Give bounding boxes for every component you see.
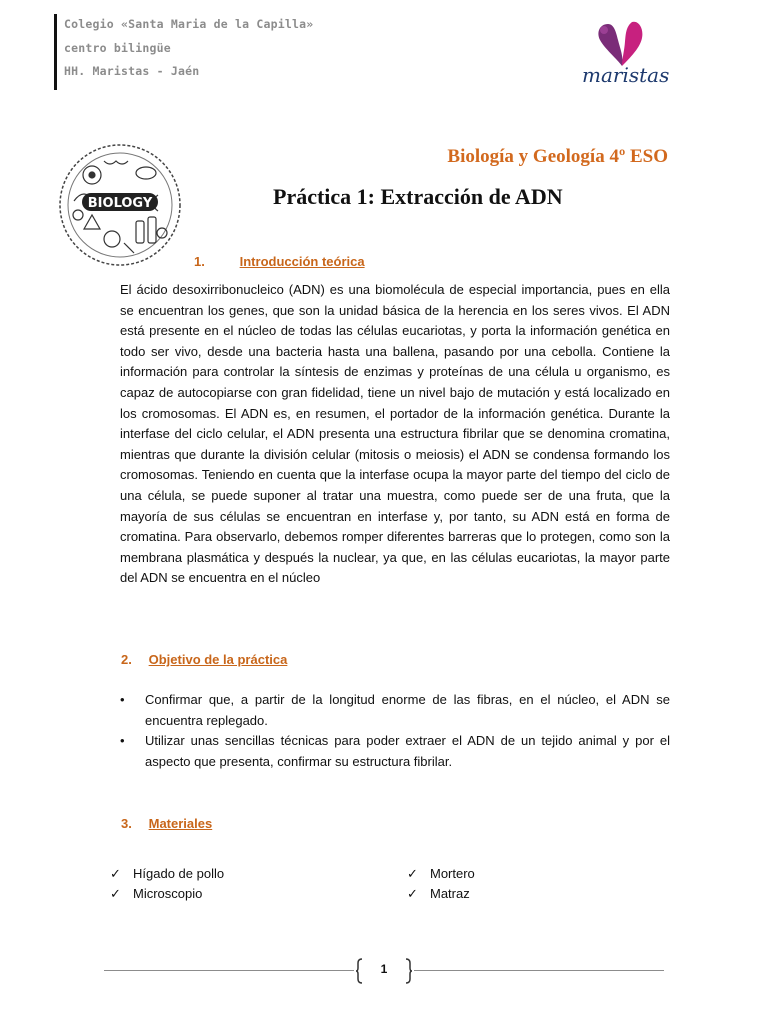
list-item: ✓ Matraz (407, 884, 475, 904)
list-item: • Utilizar unas sencillas técnicas para poder extraer el ADN de un tejido animal y por el aspecto que presenta, confirmar su estructura fibrilar. (120, 731, 670, 772)
materials-list-right (407, 864, 475, 904)
objective-list (120, 690, 670, 772)
page-title: Práctica 1: Extracción de ADN (273, 184, 563, 209)
biology-illustration (54, 143, 186, 267)
section-intro-heading (194, 254, 365, 269)
maristas-logo (578, 18, 674, 90)
section-title: Introducción teórica (239, 254, 365, 269)
section-objective-heading (121, 652, 287, 667)
materials-list-left (110, 864, 224, 904)
intro-paragraph: El ácido desoxirribonucleico (ADN) es una biomolécula de especial importancia, pues en ella se encuentran los genes, que son la unidad básica de la herencia en los seres vivos. El ADN está presente en el núcleo de todas las células eucariotas, y porta la información genética en todo ser vivo, desde una bacteria hasta una ballena, pasando por una cebolla. Contiene la información para controlar la síntesis de enzimas y proteínas de una célula u organismo, es capaz de autocopiarse con gran fidelidad, tiene un nivel bajo de mutación y está localizado en los cromosomas. El ADN es, en resumen, el portador de la información genética. Durante la interfase del ciclo celular, el ADN presenta una estructura fibrilar que se denomina cromatina, mientras que durante la división celular (mitosis o meiosis) el ADN se condensa formando los cromosomas. Teniendo en cuenta que la interfase ocupa la mayor parte del tiempo del ciclo de una célula, se puede suponer al tratar una muestra, como puede ser de una fruta, que la mayoría de sus células se encuentran en interfase y, por tanto, su ADN está en forma de cromatina. Para observarlo, debemos romper diferentes barreras que lo protegen, como son la membrana plasmática y después la nuclear, ya que, en las células eucariotas, la mayor parte del ADN se encuentra en el núcleo (120, 282, 670, 586)
school-name: Colegio «Santa Maria de la Capilla» (64, 17, 314, 31)
footer-rule-left (104, 970, 354, 971)
section-materials-heading (121, 816, 212, 831)
school-location: HH. Maristas - Jaén (64, 64, 200, 78)
page-number: 1 (380, 962, 388, 976)
section-title: Materiales (148, 816, 213, 831)
footer-rule-right (414, 970, 664, 971)
logo-wordmark: maristas (582, 63, 670, 87)
section-title: Objetivo de la práctica (148, 652, 288, 667)
list-item: ✓ Mortero (407, 864, 475, 884)
header-divider (54, 14, 57, 90)
school-subtitle: centro bilingüe (64, 40, 171, 55)
section-number: 2. (121, 652, 132, 667)
subject-title: Biología y Geología 4º ESO (447, 146, 668, 167)
list-item: • Confirmar que, a partir de la longitud enorme de las fibras, en el núcleo, el ADN se encuentra replegado. (120, 690, 670, 731)
biology-label: BIOLOGY (87, 196, 153, 211)
list-item: ✓ Hígado de pollo (110, 864, 224, 884)
section-number: 3. (121, 816, 132, 831)
school-header (64, 17, 313, 88)
list-item: ✓ Microscopio (110, 884, 224, 904)
section-number: 1. (194, 254, 205, 269)
